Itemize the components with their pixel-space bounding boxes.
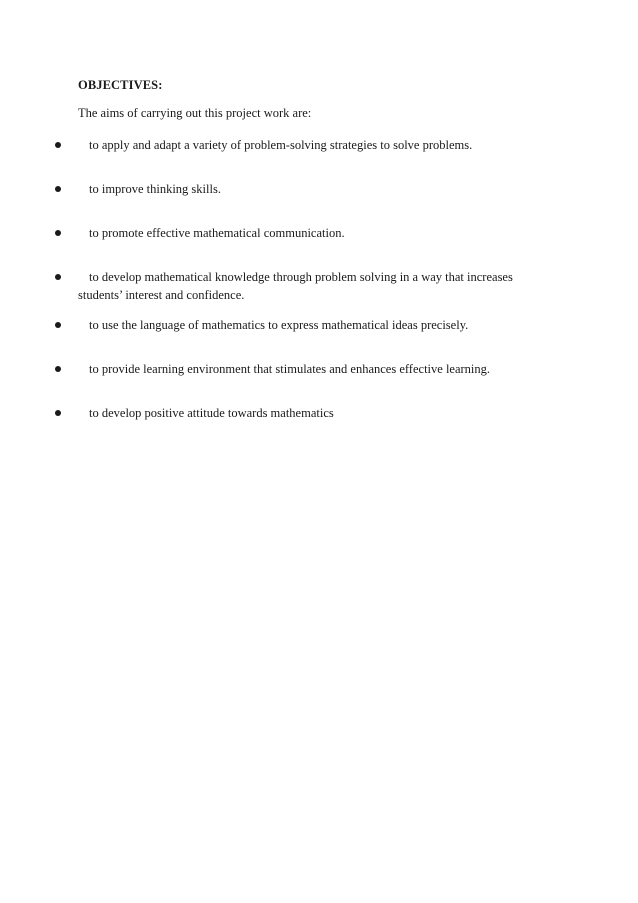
objective-text: to develop positive attitude towards mathematics [89,406,334,420]
objective-text: to develop mathematical knowledge through problem solving in a way that increases students’ interest and confidence. [78,270,513,302]
section-heading: OBJECTIVES: [78,78,163,92]
bullet-icon [55,274,61,280]
bullet-icon [55,186,61,192]
objective-text: to apply and adapt a variety of problem-solving strategies to solve problems. [89,138,473,152]
bullet-icon [55,230,61,236]
bullet-icon [55,322,61,328]
bullet-icon [55,142,61,148]
intro-text: The aims of carrying out this project work are: [78,106,312,120]
bullet-icon [55,410,61,416]
objective-text: to use the language of mathematics to express mathematical ideas precisely. [89,318,469,332]
objective-text: to promote effective mathematical communication. [89,226,345,240]
objective-text: to provide learning environment that stimulates and enhances effective learning. [89,362,491,376]
objective-text: to improve thinking skills. [89,182,221,196]
bullet-icon [55,366,61,372]
